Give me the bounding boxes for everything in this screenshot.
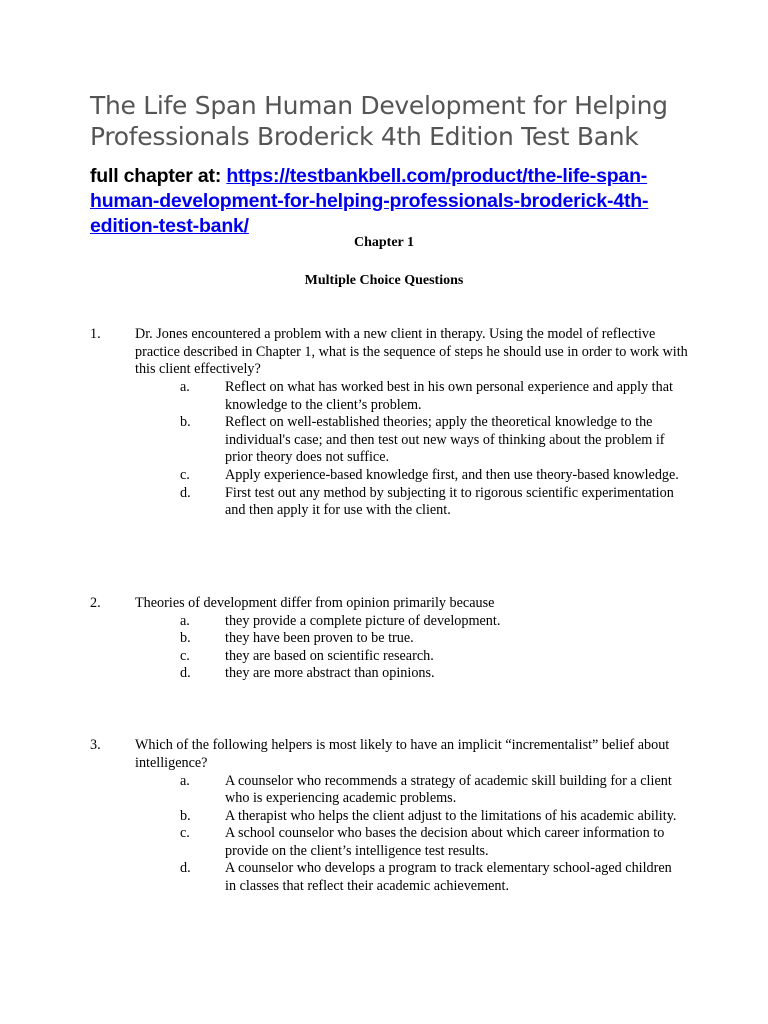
option-letter: c. (180, 466, 190, 483)
full-chapter-line (90, 164, 690, 239)
option-b (0, 630, 768, 648)
option-text: Reflect on well-established theories; apply the theoretical knowledge to the individual's case; and then test out new ways of thinking about the problem if prior theory does not suffice. (225, 414, 665, 466)
option-text: A school counselor who bases the decision about which career information to provide on the client’s intelligence test results. (225, 825, 665, 859)
option-letter: d. (180, 484, 191, 501)
option-text: A therapist who helps the client adjust to the limitations of his academic ability. (225, 807, 677, 824)
option-a (0, 613, 768, 631)
option-text: they have been proven to be true. (225, 630, 414, 647)
option-letter: b. (180, 630, 191, 647)
chapter-heading: Chapter 1 (353, 235, 415, 250)
option-text: A counselor who develops a program to track elementary school-aged children in classes that reflect their academic achievement. (225, 860, 672, 895)
question-number: 3. (90, 737, 101, 753)
answer-options (0, 379, 768, 520)
option-letter: b. (180, 414, 191, 431)
option-a (0, 773, 768, 808)
question-text: Theories of development differ from opinion primarily because (135, 595, 495, 611)
option-b (0, 414, 768, 467)
answer-options (0, 773, 768, 896)
option-c (0, 825, 768, 860)
option-letter: a. (180, 379, 190, 395)
question-text: Dr. Jones encountered a problem with a new client in therapy. Using the model of reflective practice described in Chapter 1, what is the sequence of steps he should use in order to work with this client effectively? (135, 326, 688, 378)
option-text: they provide a complete picture of development. (225, 612, 501, 629)
option-letter: b. (180, 807, 191, 824)
option-text: Reflect on what has worked best in his own personal experience and apply that knowledge to the client’s problem. (225, 379, 673, 413)
option-a (0, 379, 768, 414)
option-d (0, 485, 768, 520)
option-c (0, 467, 768, 485)
option-letter: d. (180, 665, 191, 682)
full-chapter-label: full chapter at: (90, 165, 227, 187)
section-heading: Multiple Choice Questions (304, 273, 464, 288)
option-letter: a. (180, 612, 190, 629)
question-text: Which of the following helpers is most likely to have an implicit “incrementalist” belief about intelligence? (135, 737, 670, 771)
option-letter: c. (180, 647, 190, 664)
document-title: The Life Span Human Development for Helping Professionals Broderick 4th Edition Test Bank (90, 91, 668, 151)
option-text: they are more abstract than opinions. (225, 665, 435, 682)
option-letter: a. (180, 772, 190, 789)
option-b (0, 808, 768, 826)
option-text: Apply experience-based knowledge first, and then use theory-based knowledge. (225, 466, 679, 483)
option-letter: c. (180, 825, 190, 842)
question-number: 1. (90, 326, 101, 342)
option-text: First test out any method by subjecting it to rigorous scientific experimentation and then apply it for use with the client. (225, 484, 674, 519)
option-c (0, 648, 768, 666)
option-d (0, 860, 768, 895)
option-text: A counselor who recommends a strategy of academic skill building for a client who is experiencing academic problems. (225, 772, 672, 807)
option-letter: d. (180, 860, 191, 877)
question-number: 2. (90, 595, 101, 611)
option-d (0, 665, 768, 683)
answer-options (0, 613, 768, 683)
option-text: they are based on scientific research. (225, 647, 434, 664)
full-chapter-link[interactable]: https://testbankbell.com/product/the-life-span-human-development-for-helping-professionals-broderick-4th-edition-test-bank/ (90, 165, 649, 237)
